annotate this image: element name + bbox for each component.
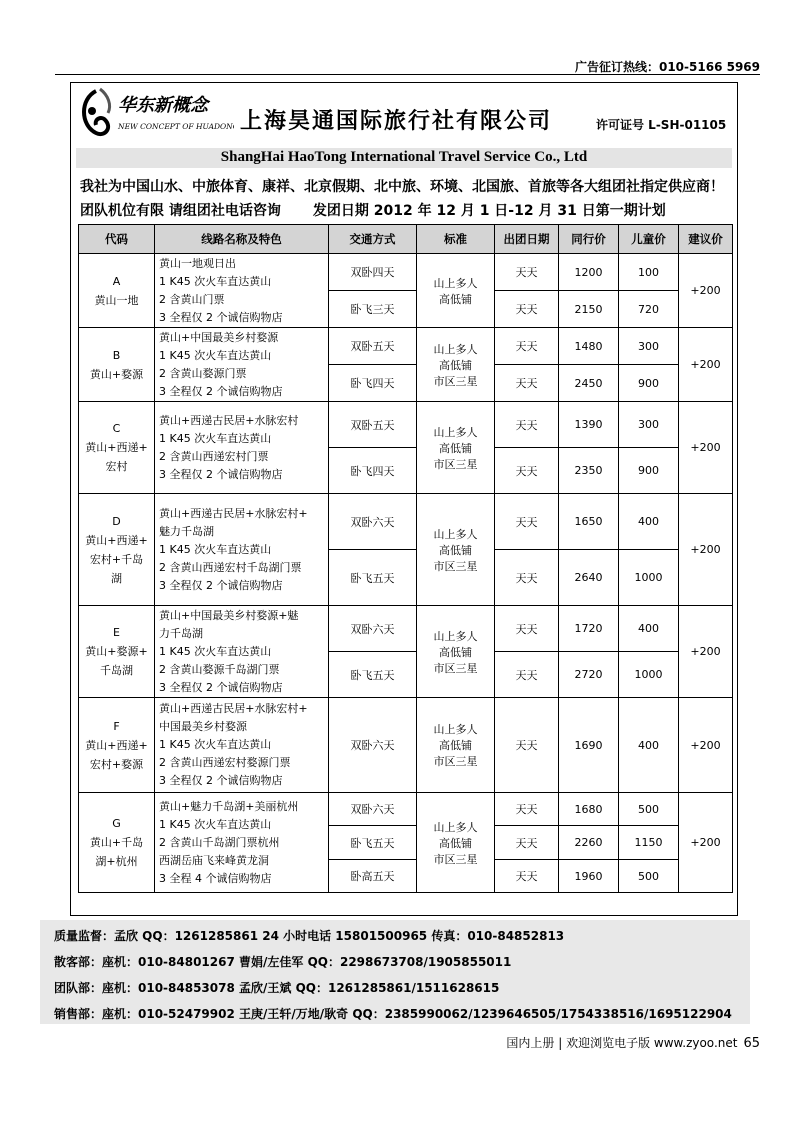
contact-individual: 散客部：座机：010-84801267 曹娟/左佳军 QQ：2298673708/1905855011 — [54, 955, 512, 969]
supplier-slogan: 我社为中国山水、中旅体育、康祥、北京假期、北中旅、环境、北国旅、首旅等各大组团社指定供应商！ — [80, 179, 724, 195]
departure-cell: 天天 — [495, 448, 559, 494]
standard-cell: 山上多人 高低铺 市区三星 — [417, 606, 495, 698]
contacts-panel — [40, 920, 750, 1024]
route-description: 黄山+中国最美乡村婺源 1 K45 次火车直达黄山 2 含黄山婺源门票 3 全程仅 2 个诚信购物店 — [155, 328, 329, 402]
tour-price-table — [78, 224, 733, 893]
peer-price-cell: 1650 — [559, 494, 619, 550]
route-description: 黄山+魅力千岛湖+美丽杭州 1 K45 次火车直达黄山 2 含黄山千岛湖门票杭州 西湖岳庙飞来峰黄龙洞 3 全程 4 个诚信购物店 — [155, 793, 329, 893]
peer-price-cell: 2640 — [559, 550, 619, 606]
child-price-cell: 500 — [619, 860, 679, 893]
header-suggested-price: 建议价 — [679, 225, 733, 254]
peer-price-cell: 1690 — [559, 698, 619, 793]
header-child-price: 儿童价 — [619, 225, 679, 254]
child-price-cell: 100 — [619, 254, 679, 291]
contact-sales: 销售部：座机：010-52479902 王庚/王轩/万地/耿奇 QQ：2385990062/1239646505/1754338516/1695122904 — [54, 1007, 732, 1021]
child-price-cell: 400 — [619, 606, 679, 652]
departure-cell: 天天 — [495, 826, 559, 860]
english-name-bar — [76, 148, 732, 168]
departure-cell: 天天 — [495, 606, 559, 652]
peer-price-cell: 1200 — [559, 254, 619, 291]
peer-price-cell: 1480 — [559, 328, 619, 365]
license-number: 许可证号 L-SH-01105 — [596, 118, 727, 132]
route-code: D 黄山+西递+ 宏村+千岛 湖 — [79, 494, 155, 606]
suggested-price-cell: +200 — [679, 698, 733, 793]
company-name: 上海昊通国际旅行社有限公司 — [240, 109, 553, 134]
table-body — [79, 254, 733, 893]
transport-cell: 双卧六天 — [329, 698, 417, 793]
route-description: 黄山+西递古民居+水脉宏村 1 K45 次火车直达黄山 2 含黄山西递宏村门票 3 全程仅 2 个诚信购物店 — [155, 402, 329, 494]
child-price-cell: 1150 — [619, 826, 679, 860]
route-description: 黄山+西递古民居+水脉宏村+ 魅力千岛湖 1 K45 次火车直达黄山 2 含黄山西递宏村千岛湖门票 3 全程仅 2 个诚信购物店 — [155, 494, 329, 606]
transport-cell: 双卧四天 — [329, 254, 417, 291]
table-row — [79, 793, 733, 826]
departure-dates: 发团日期 2012 年 12 月 1 日-12 月 31 日第一期计划 — [312, 203, 666, 219]
child-price-cell: 1000 — [619, 550, 679, 606]
suggested-price-cell: +200 — [679, 494, 733, 606]
child-price-cell: 720 — [619, 291, 679, 328]
peer-price-cell: 2260 — [559, 826, 619, 860]
standard-cell: 山上多人 高低铺 市区三星 — [417, 793, 495, 893]
child-price-cell: 400 — [619, 698, 679, 793]
peer-price-cell: 2150 — [559, 291, 619, 328]
standard-cell: 山上多人 高低铺 市区三星 — [417, 402, 495, 494]
route-code: A 黄山一地 — [79, 254, 155, 328]
table-row — [79, 402, 733, 448]
page-number: 65 — [743, 1036, 760, 1051]
standard-cell: 山上多人 高低铺 市区三星 — [417, 698, 495, 793]
transport-cell: 双卧六天 — [329, 494, 417, 550]
transport-cell: 卧飞五天 — [329, 826, 417, 860]
group-notice: 团队机位有限 请组团社电话咨询 — [80, 203, 281, 219]
peer-price-cell: 2350 — [559, 448, 619, 494]
route-description: 黄山一地观日出 1 K45 次火车直达黄山 2 含黄山门票 3 全程仅 2 个诚信购物店 — [155, 254, 329, 328]
route-code: B 黄山+婺源 — [79, 328, 155, 402]
peer-price-cell: 1960 — [559, 860, 619, 893]
child-price-cell: 300 — [619, 402, 679, 448]
transport-cell: 双卧六天 — [329, 793, 417, 826]
departure-cell: 天天 — [495, 402, 559, 448]
child-price-cell: 900 — [619, 448, 679, 494]
contact-group: 团队部：座机：010-84853078 孟欣/王斌 QQ：1261285861/1511628615 — [54, 981, 500, 995]
departure-cell: 天天 — [495, 550, 559, 606]
standard-cell: 山上多人 高低铺 市区三星 — [417, 494, 495, 606]
child-price-cell: 400 — [619, 494, 679, 550]
departure-cell: 天天 — [495, 494, 559, 550]
contact-quality: 质量监督：孟欣 QQ：1261285861 24 小时电话 15801500965 传真：010-84852813 — [54, 929, 565, 943]
child-price-cell: 1000 — [619, 652, 679, 698]
standard-cell: 山上多人 高低铺 — [417, 254, 495, 328]
logo-subtext: NEW CONCEPT OF HUADONG — [118, 122, 234, 131]
header-peer-price: 同行价 — [559, 225, 619, 254]
suggested-price-cell: +200 — [679, 254, 733, 328]
standard-cell: 山上多人 高低铺 市区三星 — [417, 328, 495, 402]
departure-cell: 天天 — [495, 328, 559, 365]
departure-cell: 天天 — [495, 652, 559, 698]
table-row — [79, 328, 733, 365]
header-route: 线路名称及特色 — [155, 225, 329, 254]
peer-price-cell: 1390 — [559, 402, 619, 448]
transport-cell: 双卧五天 — [329, 402, 417, 448]
transport-cell: 卧飞五天 — [329, 652, 417, 698]
transport-cell: 卧飞四天 — [329, 448, 417, 494]
suggested-price-cell: +200 — [679, 606, 733, 698]
departure-cell: 天天 — [495, 793, 559, 826]
departure-cell: 天天 — [495, 291, 559, 328]
header-code: 代码 — [79, 225, 155, 254]
peer-price-cell: 2450 — [559, 365, 619, 402]
peer-price-cell: 1720 — [559, 606, 619, 652]
suggested-price-cell: +200 — [679, 328, 733, 402]
departure-cell: 天天 — [495, 860, 559, 893]
header-standard: 标准 — [417, 225, 495, 254]
peer-price-cell: 2720 — [559, 652, 619, 698]
schedule-info — [80, 200, 666, 220]
transport-cell: 卧飞四天 — [329, 365, 417, 402]
departure-cell: 天天 — [495, 365, 559, 402]
transport-cell: 卧高五天 — [329, 860, 417, 893]
suggested-price-cell: +200 — [679, 793, 733, 893]
child-price-cell: 300 — [619, 328, 679, 365]
child-price-cell: 500 — [619, 793, 679, 826]
header-transport: 交通方式 — [329, 225, 417, 254]
company-name-en: ShangHai HaoTong International Travel Service Co., Ltd — [220, 149, 588, 165]
swirl-logo-icon — [84, 89, 110, 134]
transport-cell: 双卧六天 — [329, 606, 417, 652]
table-row — [79, 494, 733, 550]
route-code: G 黄山+千岛 湖+杭州 — [79, 793, 155, 893]
route-code: F 黄山+西递+ 宏村+婺源 — [79, 698, 155, 793]
table-header-row — [79, 225, 733, 254]
table-row — [79, 254, 733, 291]
table-row — [79, 698, 733, 793]
route-description: 黄山+西递古民居+水脉宏村+ 中国最美乡村婺源 1 K45 次火车直达黄山 2 含黄山西递宏村婺源门票 3 全程仅 2 个诚信购物店 — [155, 698, 329, 793]
company-logo — [74, 85, 234, 141]
ad-hotline: 广告征订热线：010-5166 5969 — [574, 60, 760, 74]
child-price-cell: 900 — [619, 365, 679, 402]
top-rule — [55, 74, 760, 75]
table-row — [79, 606, 733, 652]
transport-cell: 双卧五天 — [329, 328, 417, 365]
departure-cell: 天天 — [495, 698, 559, 793]
suggested-price-cell: +200 — [679, 402, 733, 494]
logo-text: 华东新概念 — [118, 95, 208, 116]
route-code: E 黄山+婺源+ 千岛湖 — [79, 606, 155, 698]
footer-text: 国内上册 | 欢迎浏览电子版 www.zyoo.net — [506, 1036, 738, 1050]
route-code: C 黄山+西递+ 宏村 — [79, 402, 155, 494]
route-description: 黄山+中国最美乡村婺源+魅 力千岛湖 1 K45 次火车直达黄山 2 含黄山婺源千岛湖门票 3 全程仅 2 个诚信购物店 — [155, 606, 329, 698]
transport-cell: 卧飞三天 — [329, 291, 417, 328]
peer-price-cell: 1680 — [559, 793, 619, 826]
page-footer — [506, 1034, 760, 1051]
header-date: 出团日期 — [495, 225, 559, 254]
transport-cell: 卧飞五天 — [329, 550, 417, 606]
departure-cell: 天天 — [495, 254, 559, 291]
